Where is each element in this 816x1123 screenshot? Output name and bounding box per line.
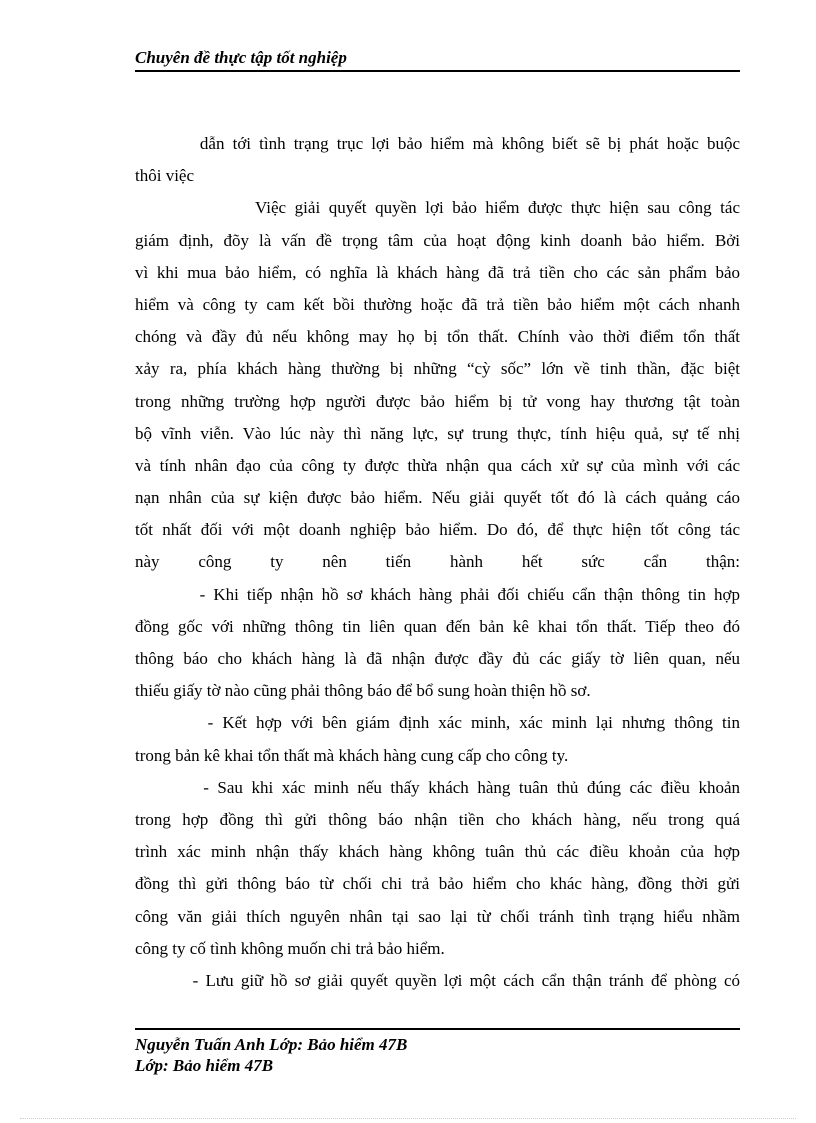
body-text-line: đồng thì gửi thông báo từ chối chi trả bảo hiểm cho khác hàng, đồng thời gửi xyxy=(135,874,740,894)
body-text-line: - Sau khi xác minh nếu thấy khách hàng tuân thủ đúng các điều khoản xyxy=(135,777,740,797)
body-text-line: - Lưu giữ hồ sơ giải quyết quyền lợi một cách cẩn thận tránh để phòng có xyxy=(135,970,740,990)
body-text-line: - Kết hợp với bên giám định xác minh, xác minh lại nhưng thông tin xyxy=(135,713,740,733)
body-text-line: trong bản kê khai tổn thất mà khách hàng cung cấp cho công ty. xyxy=(135,745,569,765)
body-text-line: thiếu giấy tờ nào cũng phải thông báo để bổ sung hoàn thiện hồ sơ. xyxy=(135,681,591,701)
document-body xyxy=(135,128,740,997)
body-text-line: này công ty nên tiến hành hết sức cẩn thận: xyxy=(135,552,740,572)
body-text-line: nạn nhân của sự kiện được bảo hiểm. Nếu giải quyết tốt đó là cách quảng cáo xyxy=(135,488,740,508)
page-footer xyxy=(135,1034,740,1076)
body-text-line: giám định, đõy là vấn đề trọng tâm của hoạt động kinh doanh bảo hiểm. Bởi xyxy=(135,230,740,250)
body-text-line: công ty cố tình không muốn chi trả bảo hiểm. xyxy=(135,938,445,958)
body-text-line: bộ vĩnh viễn. Vào lúc này thì năng lực, sự trung thực, tính hiệu quả, sự tế nhị xyxy=(135,423,740,443)
body-text-line: đồng gốc với những thông tin liên quan đến bản kê khai tổn thất. Tiếp theo đó xyxy=(135,616,740,636)
body-text-line: công văn giải thích nguyên nhân tại sao lại từ chối tránh tình trạng hiểu nhầm xyxy=(135,906,740,926)
footer-divider xyxy=(135,1028,740,1030)
footer-author-line: Nguyễn Tuấn Anh Lớp: Bảo hiểm 47B xyxy=(135,1035,408,1054)
body-text-line: chóng và đầy đủ nếu không may họ bị tổn thất. Chính vào thời điểm tổn thất xyxy=(135,327,740,347)
page-edge-dotted-line xyxy=(20,1118,796,1119)
footer-class-line: Lớp: Bảo hiểm 47B xyxy=(135,1056,274,1075)
body-text-line: trình xác minh nhận thấy khách hàng không tuân thủ các điều khoản của hợp xyxy=(135,842,740,862)
body-text-line: hiểm và công ty cam kết bồi thường hoặc đã trả tiền bảo hiểm một cách nhanh xyxy=(135,294,740,314)
body-text-line: thôi việc xyxy=(135,166,195,186)
body-text-line: vì khi mua bảo hiểm, có nghĩa là khách hàng đã trả tiền cho các sản phẩm bảo xyxy=(135,262,740,282)
body-text-line: dẫn tới tình trạng trục lợi bảo hiểm mà không biết sẽ bị phát hoặc buộc xyxy=(135,134,740,153)
body-text-line: - Khi tiếp nhận hồ sơ khách hàng phải đối chiếu cẩn thận thông tin hợp xyxy=(135,584,740,604)
body-text-line: xảy ra, phía khách hàng thường bị những “cỳ sốc” lớn về tinh thần, đặc biệt xyxy=(135,359,740,379)
body-text-line: tốt nhất đối với một doanh nghiệp bảo hiểm. Do đó, để thực hiện tốt công tác xyxy=(135,520,740,540)
body-text-line: Việc giải quyết quyền lợi bảo hiểm được thực hiện sau công tác xyxy=(135,198,740,218)
body-text-line: trong những trường hợp người được bảo hiểm bị tử vong hay thương tật toàn xyxy=(135,391,740,411)
body-text-line: trong hợp đồng thì gửi thông báo nhận tiền cho khách hàng, nếu trong quá xyxy=(135,809,740,829)
body-text-line: và tính nhân đạo của công ty được thừa nhận qua cách xử sự của mình với các xyxy=(135,455,740,475)
body-text-line: thông báo cho khách hàng là đã nhận được đầy đủ các giấy tờ liên quan, nếu xyxy=(135,649,740,668)
page-header-title: Chuyên đề thực tập tốt nghiệp xyxy=(135,48,740,72)
